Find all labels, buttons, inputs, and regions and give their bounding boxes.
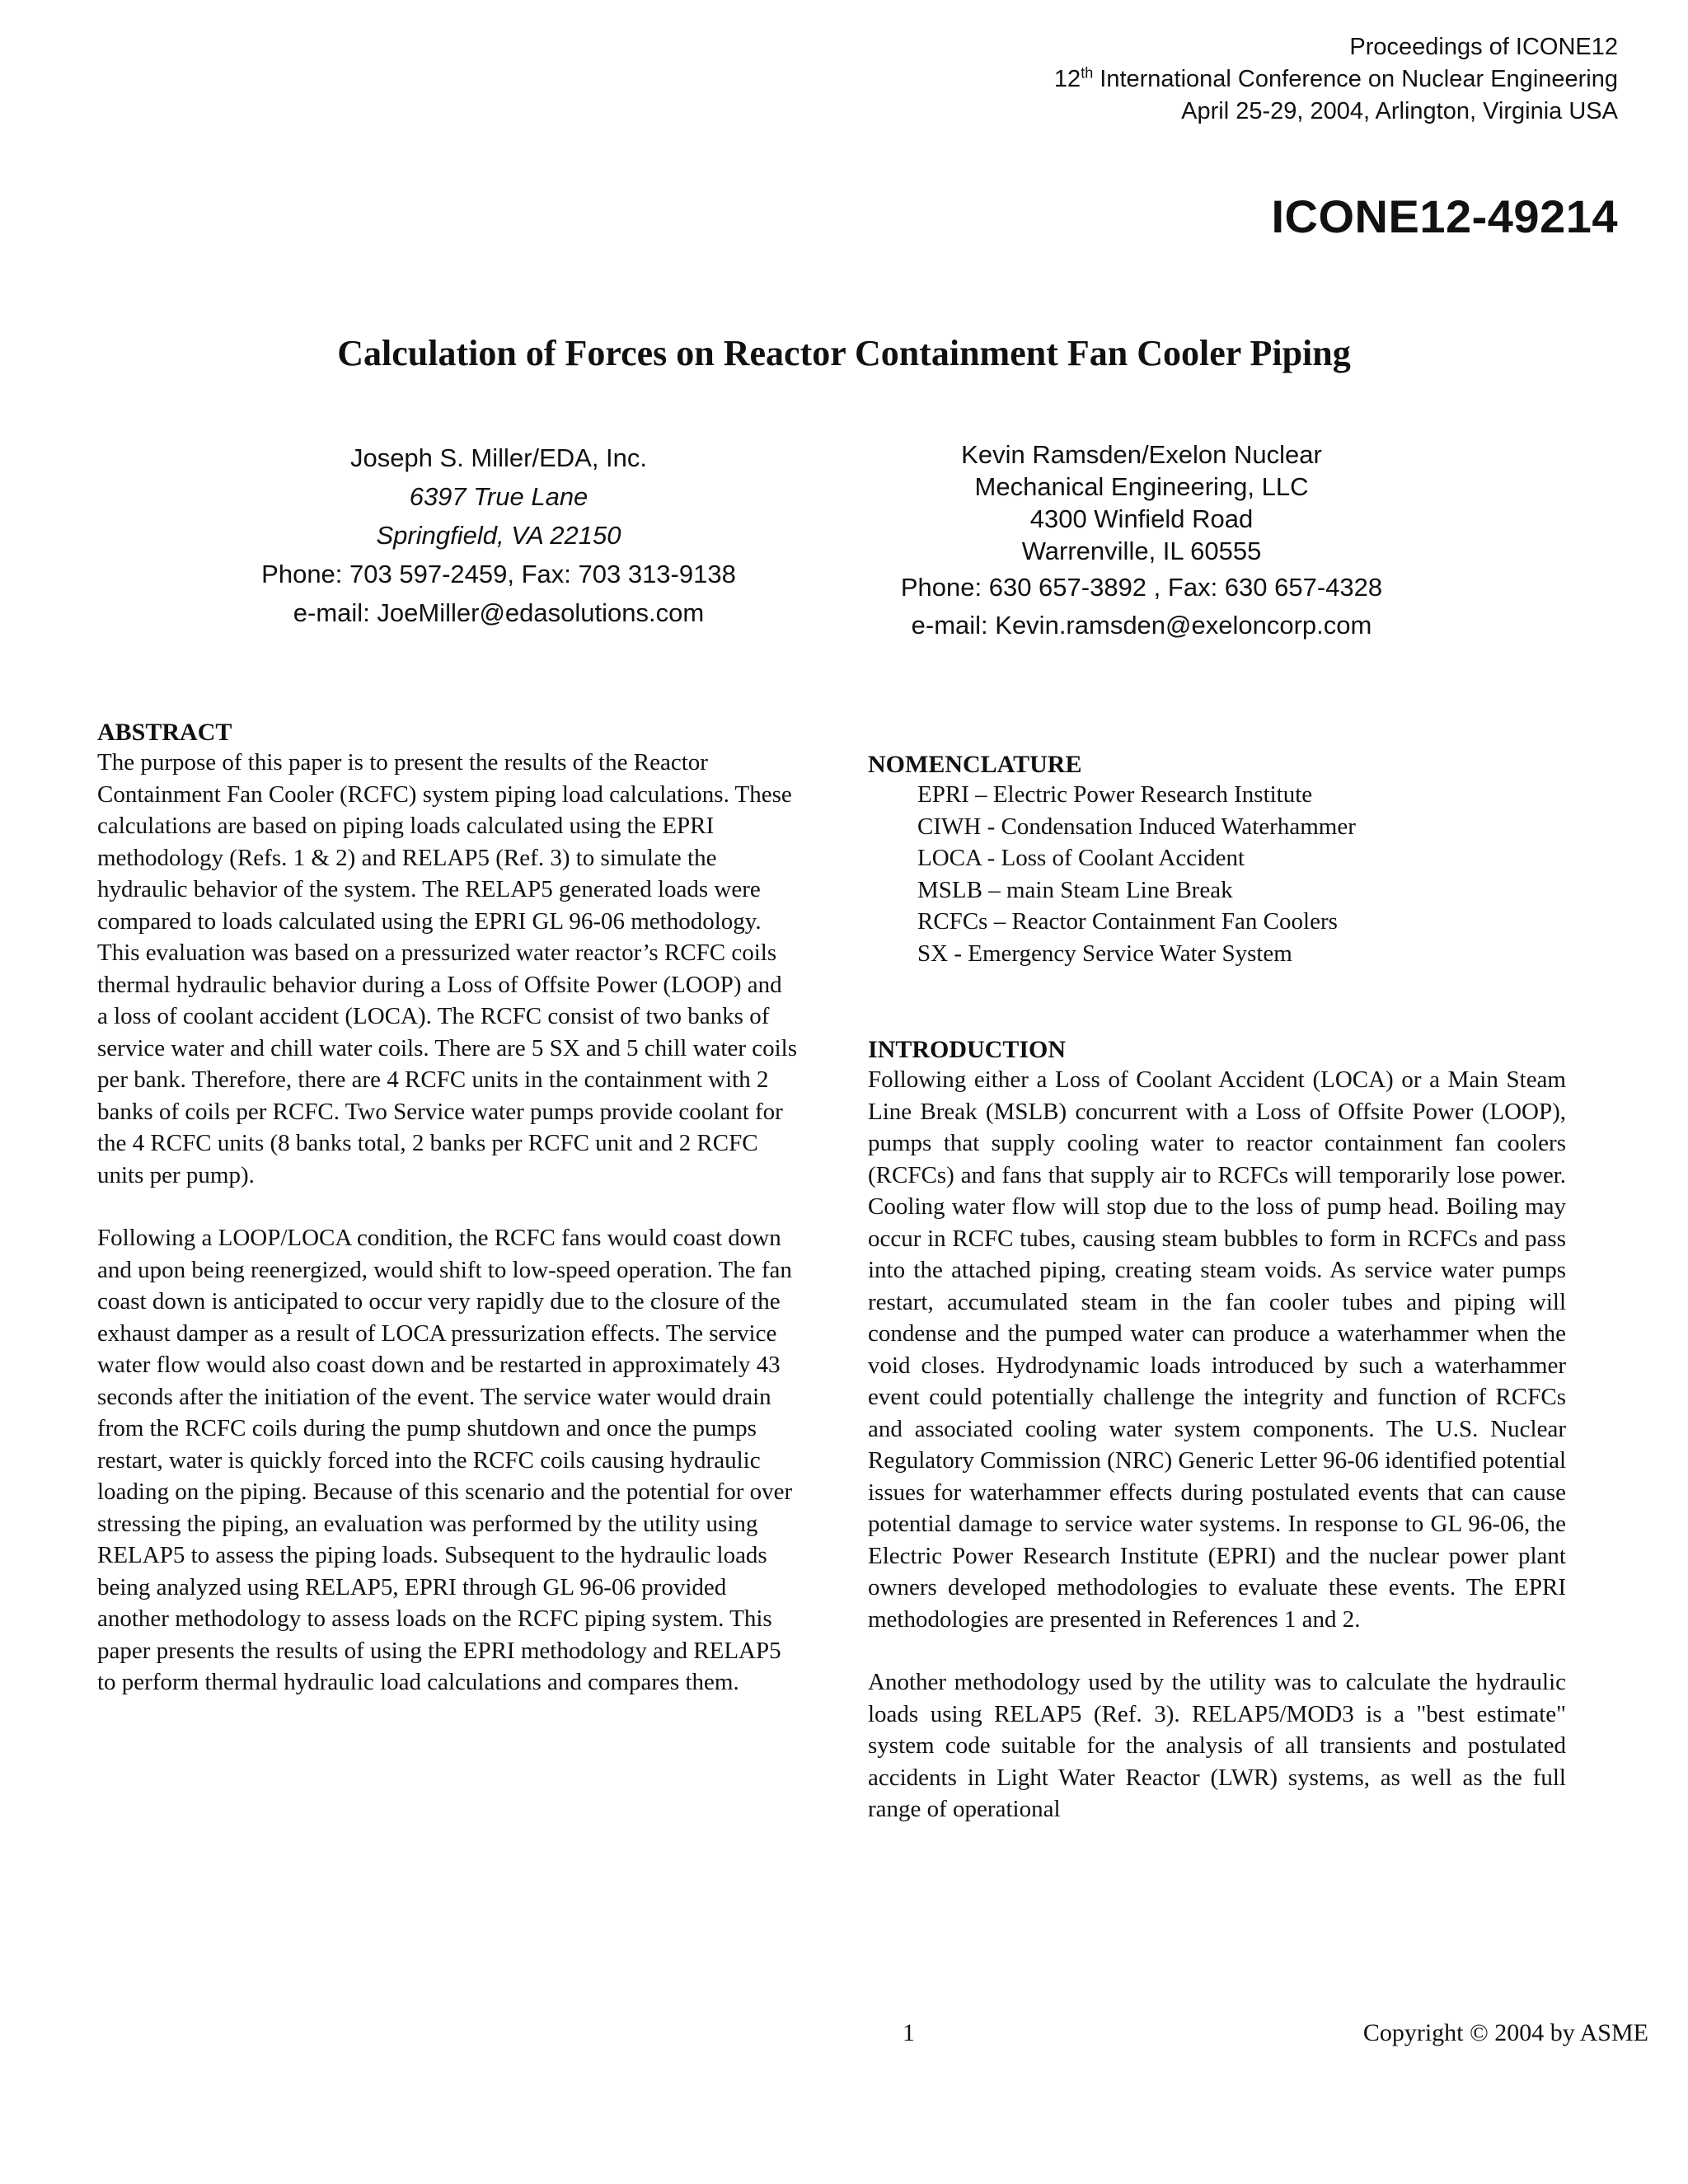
introduction-paragraph-2: Another methodology used by the utility was to calculate the hydraulic loads using RELAP5 (Ref. 3). RELAP5/MOD3 is a "best estimate" system code suitable for the analysis of all transients and postulated accidents in Light Water Reactor (LWR) systems, as well as the full range of operational	[868, 1669, 1566, 1822]
nomenclature-item: MSLB – main Steam Line Break	[917, 876, 1233, 903]
author-address: 6397 True Lane	[409, 482, 588, 511]
conference-header	[1054, 31, 1618, 128]
author-block-2	[849, 438, 1434, 643]
paper-title: Calculation of Forces on Reactor Containment Fan Cooler Piping	[337, 333, 1351, 373]
nomenclature-item: RCFCs – Reactor Containment Fan Coolers	[917, 908, 1338, 935]
author-name: Joseph S. Miller/EDA, Inc.	[349, 443, 648, 472]
introduction-paragraph-1: Following either a Loss of Coolant Accident (LOCA) or a Main Steam Line Break (MSLB) concurrent with a Loss of Offsite Power (LOOP), pumps that supply cooling water to reactor containment fan coolers (RCFCs) and fans that supply air to RCFCs will temporarily lose power. Cooling water flow will stop due to the loss of pump head. Boiling may occur in RCFC tubes, causing steam bubbles to form in RCFCs and pass into the attached piping, creating steam voids. As service water pumps restart, accumulated steam in the fan cooler tubes and piping will condense and the pumped water can produce a waterhammer when the void closes. Hydrodynamic loads introduced by such a waterhammer event could potentially challenge the integrity and function of RCFCs and associated cooling water system components. The U.S. Nuclear Regulatory Commission (NRC) Generic Letter 96-06 identified potential issues for waterhammer effects during postulated events that can cause potential damage to service water systems. In response to GL 96-06, the Electric Power Research Institute (EPRI) and the nuclear power plant owners developed methodologies to evaluate these events. The EPRI methodologies are presented in References 1 and 2.	[868, 1066, 1566, 1633]
nomenclature-item: CIWH - Condensation Induced Waterhammer	[917, 813, 1356, 840]
author-phone: Phone: 630 657-3892 , Fax: 630 657-4328	[900, 573, 1383, 602]
conference-proceedings: Proceedings of ICONE12	[1349, 34, 1618, 60]
author-phone: Phone: 703 597-2459, Fax: 703 313-9138	[261, 560, 736, 588]
copyright-notice: Copyright © 2004 by ASME	[1362, 2019, 1648, 2046]
author-city: Springfield, VA 22150	[376, 521, 621, 550]
nomenclature-item: SX - Emergency Service Water System	[917, 940, 1292, 967]
author-address: 4300 Winfield Road	[1029, 504, 1254, 533]
nomenclature-heading: NOMENCLATURE	[868, 751, 1082, 778]
abstract-paragraph-2: Following a LOOP/LOCA condition, the RCFC fans would coast down and upon being reenergized, would shift to low-speed operation. The fan coast down is anticipated to occur very rapidly due to the closure of the exhaust damper as a result of LOCA pressurization effects. The service water flow would also coast down and be restarted in approximately 43 seconds after the initiation of the event. The service water would drain from the RCFC coils during the pump shutdown and once the pumps restart, water is quickly forced into the RCFC coils causing hydraulic loading on the piping. Because of this scenario and the potential for over stressing the piping, an evaluation was performed by the utility using RELAP5 to assess the piping loads. Subsequent to the hydraulic loads being analyzed using RELAP5, EPRI through GL 96-06 provided another methodology to assess loads on the RCFC piping system. This paper presents the results of using the EPRI methodology and RELAP5 to perform thermal hydraulic load calculations and compares them.	[97, 1225, 793, 1695]
nomenclature-section	[868, 751, 1566, 969]
author-block-1	[206, 438, 791, 632]
conference-name: 12th International Conference on Nuclear Engineering	[1053, 64, 1618, 92]
conference-date-location: April 25-29, 2004, Arlington, Virginia USA	[1181, 98, 1618, 124]
introduction-heading: INTRODUCTION	[868, 1036, 1067, 1063]
author-org: Mechanical Engineering, LLC	[974, 472, 1309, 501]
abstract-paragraph-1: The purpose of this paper is to present the results of the Reactor Containment Fan Cooler (RCFC) system piping load calculations. These calculations are based on piping loads calculated using the EPRI methodology (Refs. 1 & 2) and RELAP5 (Ref. 3) to simulate the hydraulic behavior of the system. The RELAP5 generated loads were compared to loads calculated using the EPRI GL 96-06 methodology. This evaluation was based on a pressurized water reactor’s RCFC coils thermal hydraulic behavior during a Loss of Offsite Power (LOOP) and a loss of coolant accident (LOCA). The RCFC consist of two banks of service water and chill water coils. There are 5 SX and 5 chill water coils per bank. Therefore, there are 4 RCFC units in the containment with 2 banks of coils per RCFC. Two Service water pumps provide coolant for the 4 RCFC units (8 banks total, 2 banks per RCFC unit and 2 RCFC units per pump).	[97, 749, 798, 1188]
abstract-section	[97, 719, 798, 1699]
abstract-heading: ABSTRACT	[97, 719, 232, 746]
page-number: 1	[903, 2019, 915, 2046]
nomenclature-item: EPRI – Electric Power Research Institute	[917, 781, 1313, 808]
author-city: Warrenville, IL 60555	[1021, 537, 1262, 565]
introduction-section	[868, 1036, 1566, 1825]
paper-id: ICONE12-49214	[1271, 190, 1618, 242]
author-name: Kevin Ramsden/Exelon Nuclear	[961, 440, 1322, 469]
nomenclature-item: LOCA - Loss of Coolant Accident	[917, 845, 1245, 871]
author-email: e-mail: Kevin.ramsden@exeloncorp.com	[911, 611, 1372, 640]
author-email: e-mail: JoeMiller@edasolutions.com	[293, 598, 705, 627]
